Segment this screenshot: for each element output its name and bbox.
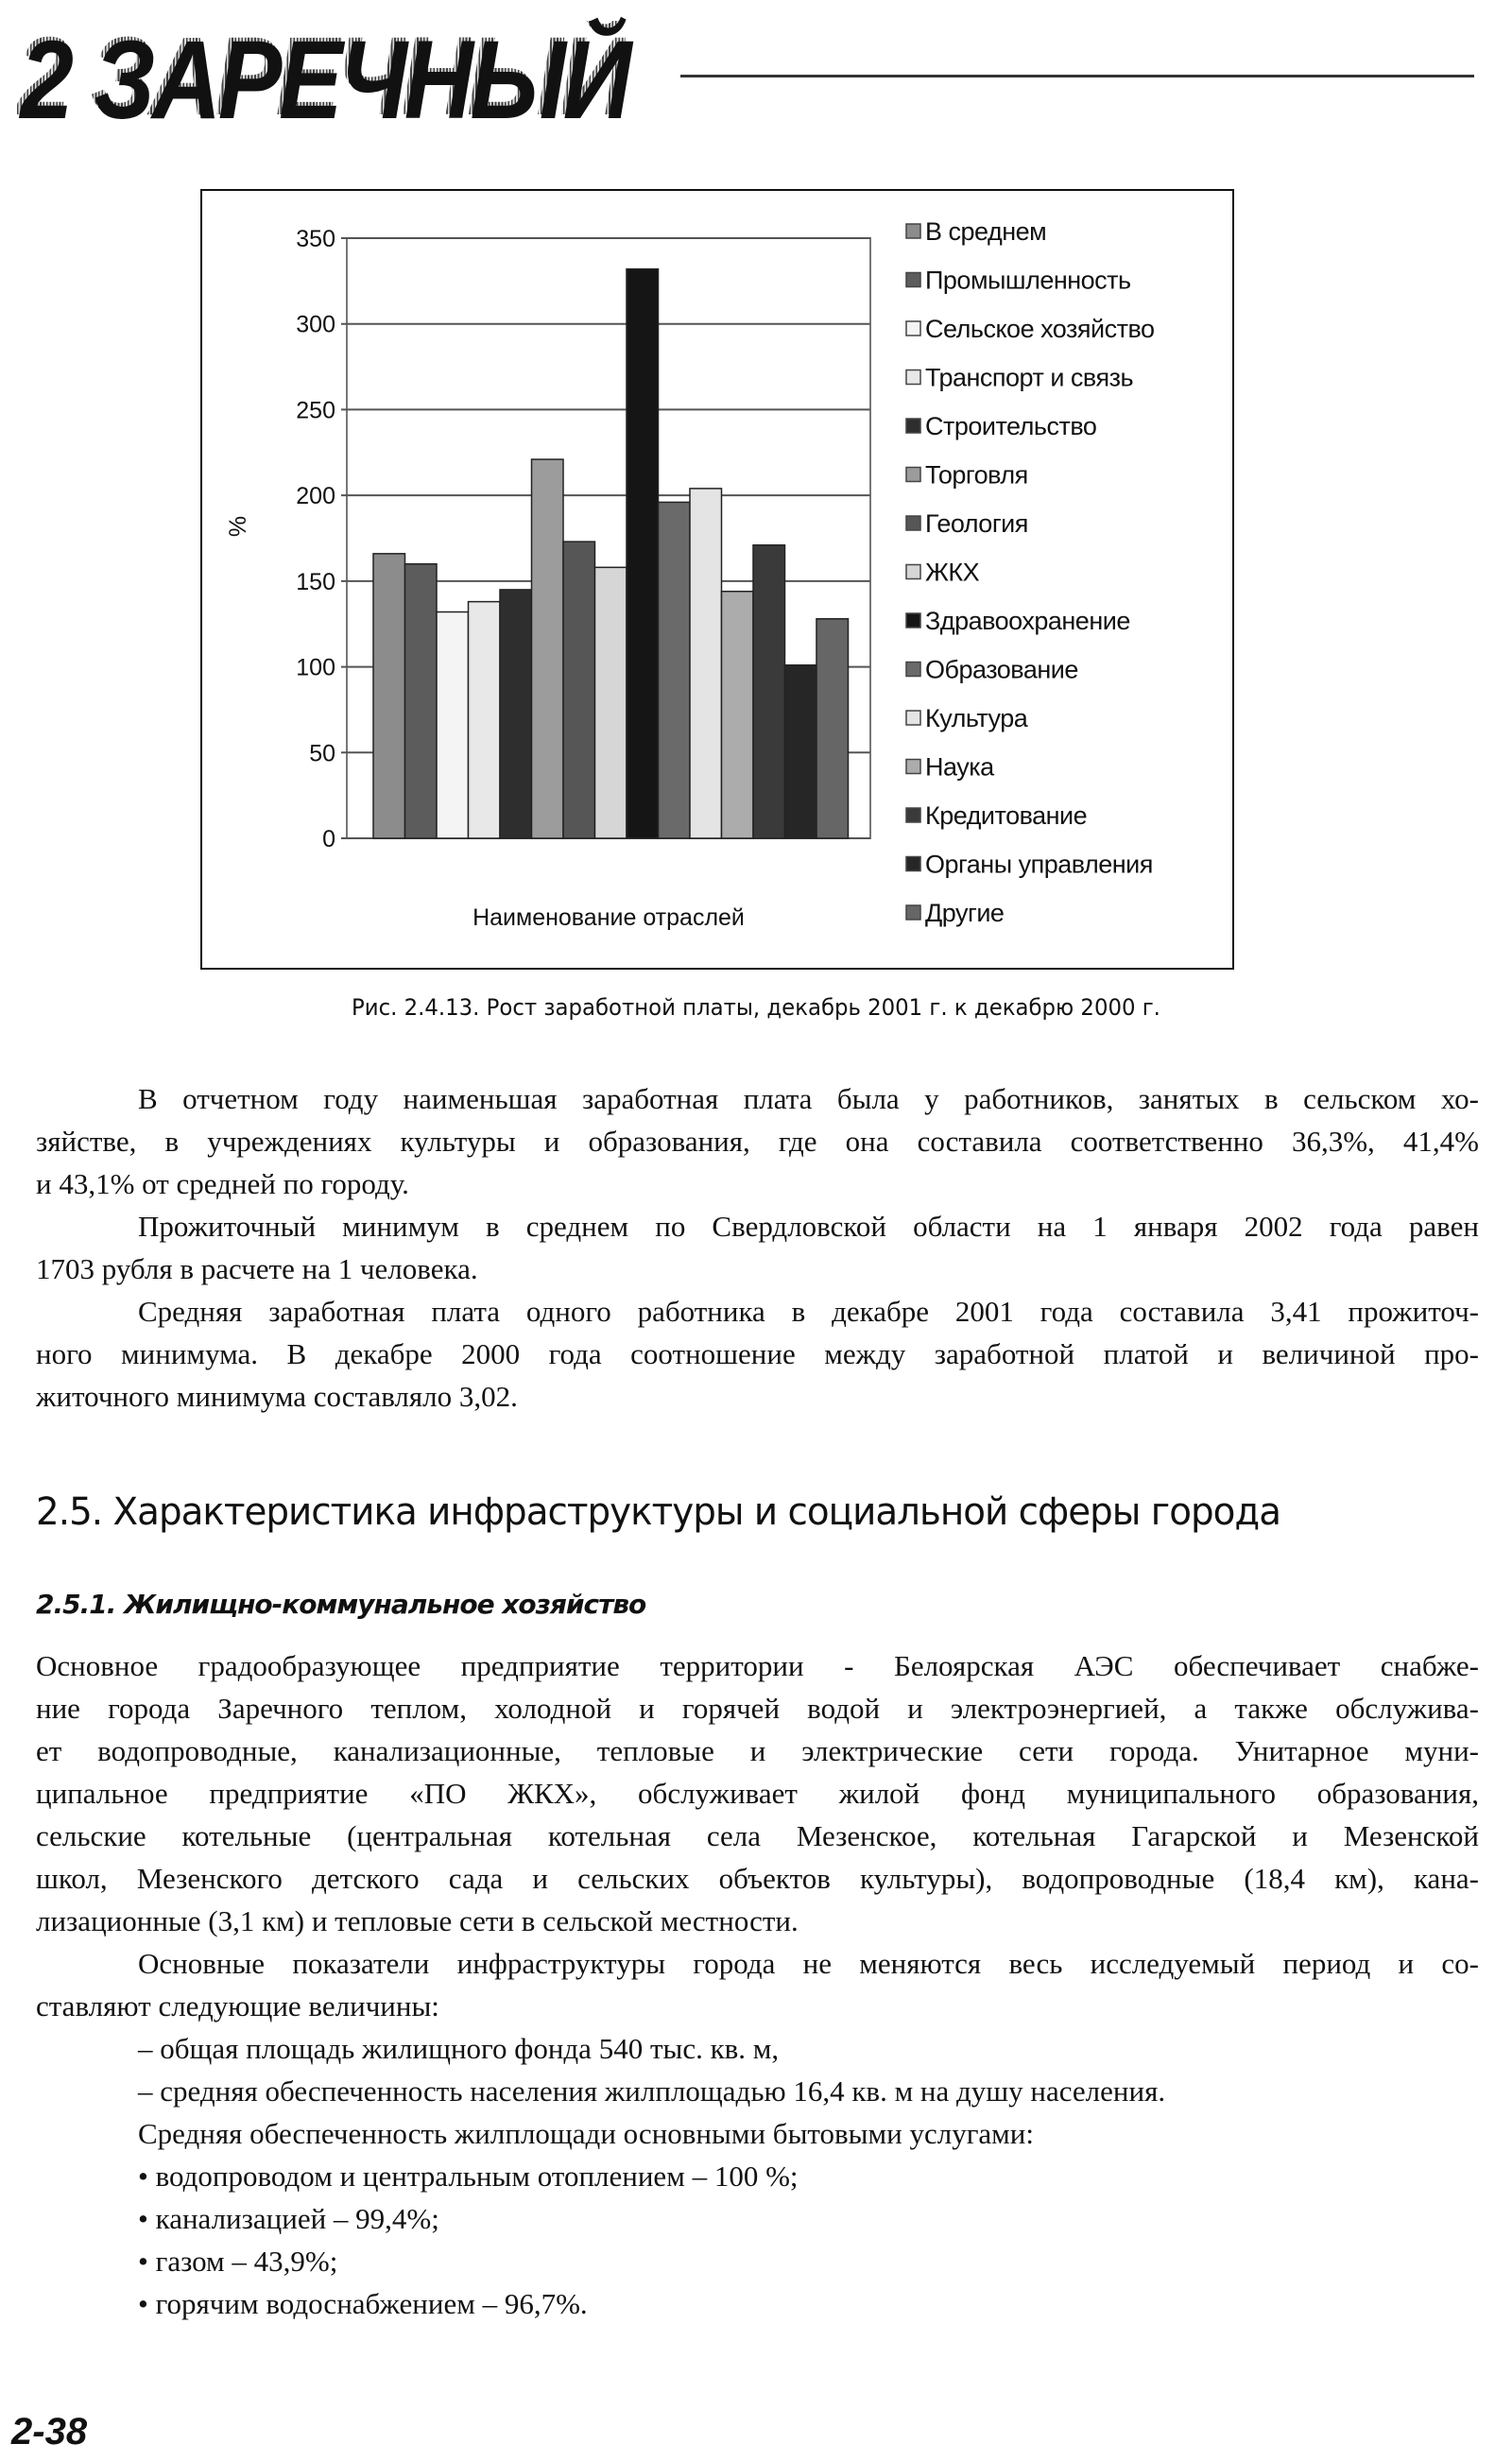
bar [532, 459, 564, 838]
paragraph-line: лизационные (3,1 км) и тепловые сети в сельской местности. [36, 1904, 799, 1937]
legend-label: В среднем [925, 217, 1047, 246]
legend-swatch [906, 321, 920, 336]
y-tick-label: 0 [322, 826, 335, 852]
dash-list-item: – общая площадь жилищного фонда 540 тыс. кв. м, [138, 2032, 780, 2065]
y-tick-label: 350 [296, 226, 335, 252]
y-axis-label: % [225, 515, 251, 538]
bar [500, 590, 532, 838]
legend-swatch [906, 760, 920, 774]
bar [437, 612, 469, 838]
legend-label: Культура [925, 704, 1028, 732]
paragraph-line: ние города Заречного теплом, холодной и горячей водой и электроэнергией, а также обслужива- [36, 1692, 1479, 1725]
paragraph-line: сельские котельные (центральная котельная села Мезенское, котельная Гагарской и Мезенской [36, 1819, 1479, 1852]
bar [563, 542, 595, 838]
text-block-wages [36, 1077, 1479, 1418]
bar [785, 665, 817, 838]
paragraph-line: и 43,1% от средней по городу. [36, 1167, 409, 1200]
bar [595, 567, 627, 838]
page-number: 2-38 [11, 2411, 88, 2452]
legend-label: Образование [925, 655, 1078, 684]
paragraph-line: ет водопроводные, канализационные, тепловые и электрические сети города. Унитарное муни- [36, 1734, 1479, 1767]
legend-swatch [906, 516, 920, 530]
bar [405, 564, 438, 838]
legend-label: Промышленность [925, 266, 1131, 295]
legend-swatch [906, 468, 920, 482]
legend-label: Другие [925, 899, 1005, 927]
legend-swatch [906, 711, 920, 725]
section-heading: 2.5. Характеристика инфраструктуры и социальной сферы города [36, 1490, 1281, 1534]
bullet-list-item: • канализацией – 99,4%; [138, 2202, 439, 2235]
legend-label: Кредитование [925, 801, 1088, 830]
y-tick-label: 200 [296, 483, 335, 510]
legend-swatch [906, 663, 920, 677]
legend-swatch [906, 273, 920, 287]
bullet-list-item: • водопроводом и центральным отоплением – 100 %; [138, 2160, 799, 2193]
legend-swatch [906, 613, 920, 628]
paragraph-line: ставляют следующие величины: [36, 1989, 439, 2022]
bar-chart [202, 191, 1236, 972]
x-axis-label: Наименование отраслей [472, 904, 745, 931]
paragraph-line: зяйстве, в учреждениях культуры и образования, где она составила соответственно 36,3%, 41,4% [36, 1125, 1479, 1158]
chapter-header-logo: 2 ЗАРЕЧНЫЙ [17, 14, 626, 139]
legend-label: Транспорт и связь [925, 363, 1134, 392]
bar [373, 554, 405, 838]
dash-list-item: – средняя обеспеченность населения жилплощадью 16,4 кв. м на душу населения. [138, 2074, 1166, 2108]
text-block-housing [36, 1644, 1479, 2325]
bar [816, 619, 849, 838]
y-tick-label: 50 [309, 740, 335, 767]
bar [690, 489, 722, 838]
y-tick-label: 300 [296, 311, 335, 338]
bar [659, 502, 691, 838]
paragraph-line: ного минимума. В декабре 2000 года соотношение между заработной платой и величиной про- [36, 1337, 1479, 1370]
legend-label: Торговля [925, 460, 1028, 490]
paragraph-line: школ, Мезенского детского сада и сельских объектов культуры), водопроводные (18,4 км), кана- [36, 1862, 1479, 1895]
legend-swatch [906, 905, 920, 920]
legend-label: Геология [925, 509, 1028, 538]
bar [722, 592, 754, 838]
bullet-list-item: • газом – 43,9%; [138, 2245, 338, 2278]
legend-swatch [906, 419, 920, 433]
legend-label: Здравоохранение [925, 607, 1130, 635]
y-tick-label: 250 [296, 397, 335, 424]
y-tick-label: 150 [296, 568, 335, 595]
paragraph-line: Средняя обеспеченность жилплощади основными бытовыми услугами: [138, 2117, 1034, 2150]
paragraph-line: Прожиточный минимум в среднем по Свердловской области на 1 января 2002 года равен [138, 1210, 1479, 1243]
paragraph-line: ципальное предприятие «ПО ЖКХ», обслуживает жилой фонд муниципального образования, [36, 1777, 1479, 1810]
paragraph-line: Средняя заработная плата одного работника в декабре 2001 года составила 3,41 прожиточ- [138, 1295, 1479, 1328]
bar [627, 269, 659, 838]
legend-swatch [906, 857, 920, 871]
legend-label: Органы управления [925, 850, 1153, 879]
bar [469, 602, 501, 838]
subsection-heading: 2.5.1. Жилищно-коммунальное хозяйство [36, 1589, 646, 1620]
chart-frame [200, 189, 1234, 970]
paragraph-line: Основное градообразующее предприятие территории - Белоярская АЭС обеспечивает снабже- [36, 1649, 1479, 1682]
y-tick-label: 100 [296, 654, 335, 681]
legend-label: Сельское хозяйство [925, 315, 1155, 343]
figure-caption: Рис. 2.4.13. Рост заработной платы, декабрь 2001 г. к декабрю 2000 г. [352, 994, 1160, 1021]
legend-swatch [906, 224, 920, 238]
legend-swatch [906, 370, 920, 385]
paragraph-line: Основные показатели инфраструктуры города не меняются весь исследуемый период и со- [138, 1947, 1479, 1980]
paragraph-line: житочного минимума составляло 3,02. [36, 1380, 518, 1413]
legend-swatch [906, 808, 920, 822]
bullet-list-item: • горячим водоснабжением – 96,7%. [138, 2287, 588, 2320]
header-rule [680, 75, 1474, 77]
paragraph-line: 1703 рубля в расчете на 1 человека. [36, 1252, 478, 1285]
legend-label: Наука [925, 752, 994, 782]
bar [753, 545, 785, 838]
paragraph-line: В отчетном году наименьшая заработная плата была у работников, занятых в сельском хо- [138, 1082, 1479, 1115]
legend-label: ЖКХ [925, 558, 980, 587]
legend-swatch [906, 565, 920, 579]
legend-label: Строительство [925, 412, 1097, 440]
